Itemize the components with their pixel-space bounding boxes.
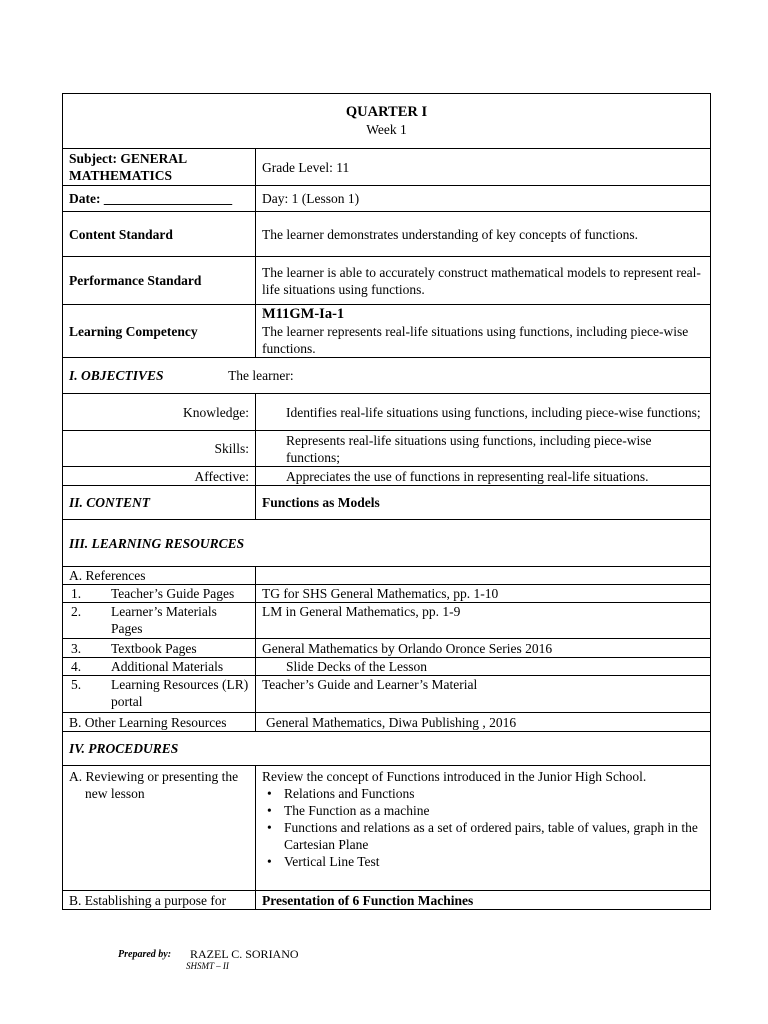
objectives-heading: I. OBJECTIVES <box>69 368 164 383</box>
learning-competency-value: The learner represents real-life situations using functions, including piece-wise functions. <box>262 323 689 356</box>
resource-item: 3. Textbook Pages <box>63 639 256 658</box>
grade-level: Grade Level: 11 <box>256 149 711 186</box>
resource-item: 4. Additional Materials <box>63 658 256 676</box>
objectives-intro: The learner: <box>228 368 294 383</box>
preparer-role: SHSMT – II <box>186 961 229 971</box>
procedure-b-value: Presentation of 6 Function Machines <box>256 891 711 910</box>
performance-standard-value: The learner is able to accurately construct mathematical models to represent real-life situations using functions. <box>256 257 711 305</box>
lesson-plan-table <box>62 93 711 910</box>
resources-heading: III. LEARNING RESOURCES <box>63 520 711 567</box>
resource-value: LM in General Mathematics, pp. 1-9 <box>256 603 711 639</box>
procedure-b-label: B. Establishing a purpose for <box>63 891 256 910</box>
learning-competency-label: Learning Competency <box>63 305 256 358</box>
day-label: Day: 1 (Lesson 1) <box>256 186 711 212</box>
objective-knowledge-value: Identifies real-life situations using functions, including piece-wise functions; <box>256 394 711 431</box>
other-resources-value: General Mathematics, Diwa Publishing , 2016 <box>256 713 711 732</box>
resource-value: TG for SHS General Mathematics, pp. 1-10 <box>256 585 711 603</box>
resource-value: Teacher’s Guide and Learner’s Material <box>256 676 711 713</box>
week-label: Week 1 <box>366 122 407 137</box>
quarter-header <box>63 94 711 149</box>
procedure-a-intro: Review the concept of Functions introduced in the Junior High School. <box>262 769 647 784</box>
subject-label: Subject: GENERAL MATHEMATICS <box>63 149 256 186</box>
resource-value: Slide Decks of the Lesson <box>256 658 711 676</box>
resource-value: General Mathematics by Orlando Oronce Series 2016 <box>256 639 711 658</box>
references-empty <box>256 567 711 585</box>
resource-item: 5. Learning Resources (LR) portal <box>63 676 256 713</box>
quarter-title: QUARTER I <box>345 104 428 120</box>
list-item: • Relations and Functions <box>267 786 415 801</box>
content-standard-value: The learner demonstrates understanding of key concepts of functions. <box>256 212 711 257</box>
resource-item: 1. Teacher’s Guide Pages <box>63 585 256 603</box>
objective-skills-label: Skills: <box>63 431 256 467</box>
list-item: • The Function as a machine <box>267 803 430 818</box>
competency-code: M11GM-Ia-1 <box>262 305 345 322</box>
references-label: A. References <box>63 567 256 585</box>
procedure-a-cell <box>256 766 711 891</box>
prepared-by-label: Prepared by: <box>118 949 172 960</box>
objective-affective-value: Appreciates the use of functions in representing real-life situations. <box>256 467 711 486</box>
procedures-heading: IV. PROCEDURES <box>63 732 711 766</box>
content-value: Functions as Models <box>256 486 711 520</box>
objective-knowledge-label: Knowledge: <box>63 394 256 431</box>
learning-competency-cell <box>256 305 711 358</box>
performance-standard-label: Performance Standard <box>63 257 256 305</box>
list-item: • Vertical Line Test <box>267 854 380 869</box>
content-standard-label: Content Standard <box>63 212 256 257</box>
content-heading: II. CONTENT <box>63 486 256 520</box>
other-resources-label: B. Other Learning Resources <box>63 713 256 732</box>
preparer-name: RAZEL C. SORIANO <box>190 947 299 961</box>
procedure-a-label: A. Reviewing or presenting the new lesson <box>63 766 256 891</box>
resource-item: 2. Learner’s Materials Pages <box>63 603 256 639</box>
list-item: • Functions and relations as a set of ordered pairs, table of values, graph in the Cartesian Plane <box>267 820 698 852</box>
objective-affective-label: Affective: <box>63 467 256 486</box>
procedure-a-list <box>262 785 704 870</box>
objectives-heading-row <box>63 358 711 394</box>
date-label: Date: ___________________ <box>63 186 256 212</box>
objective-skills-value: Represents real-life situations using functions, including piece-wise functions; <box>256 431 711 467</box>
